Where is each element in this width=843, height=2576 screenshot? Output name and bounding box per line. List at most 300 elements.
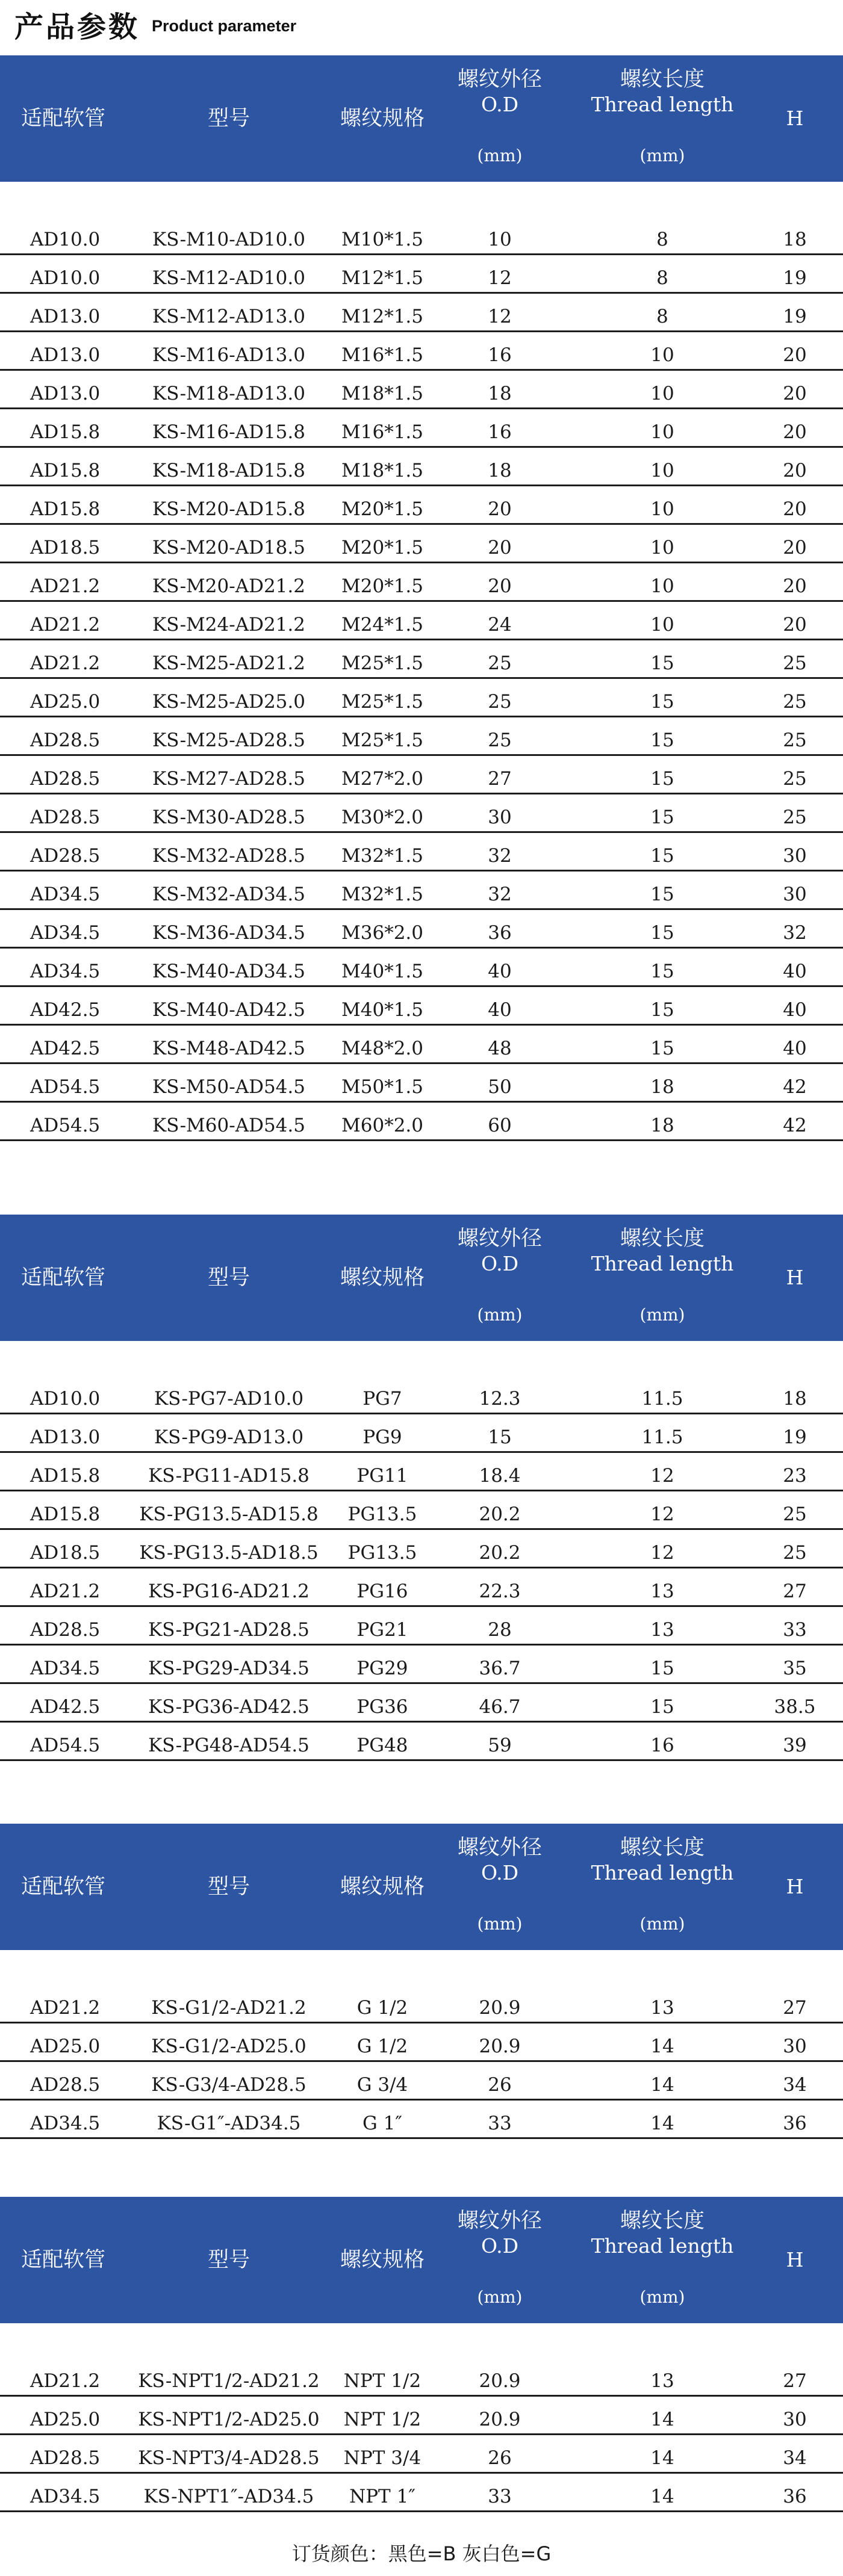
cell-model: KS-M60-AD54.5 <box>152 1115 305 1136</box>
cell-hose: AD25.0 <box>30 2409 101 2430</box>
cell-thread-length: 15 <box>650 922 674 944</box>
header-od-en: O.D <box>481 2234 519 2258</box>
cell-hose: AD28.5 <box>30 1619 101 1641</box>
cell-od: 26 <box>488 2447 512 2469</box>
cell-model: KS-M40-AD42.5 <box>152 999 305 1021</box>
order-color-note: 订货颜色：黑色=B 灰白色=G <box>291 2542 552 2565</box>
cell-model: KS-M30-AD28.5 <box>152 807 305 828</box>
cell-model: KS-PG16-AD21.2 <box>148 1581 310 1602</box>
cell-thread-spec: M40*1.5 <box>341 961 423 982</box>
table-row <box>0 1607 843 1646</box>
cell-h: 20 <box>783 575 807 597</box>
cell-thread-spec: M50*1.5 <box>341 1076 423 1098</box>
cell-h: 18 <box>783 229 807 250</box>
table-row <box>0 756 843 794</box>
cell-od: 24 <box>488 614 512 636</box>
cell-hose: AD54.5 <box>30 1115 101 1136</box>
cell-thread-spec: PG16 <box>356 1581 408 1602</box>
header-h: H <box>786 107 804 130</box>
cell-model: KS-M12-AD13.0 <box>152 306 305 327</box>
header-od-unit: (mm) <box>477 1305 523 1325</box>
cell-h: 25 <box>783 768 807 790</box>
table-body <box>0 217 843 1141</box>
table-row <box>0 2023 843 2062</box>
table-row <box>0 1026 843 1064</box>
cell-thread-spec: G 1/2 <box>356 2036 408 2057</box>
cell-hose: AD15.8 <box>30 1465 101 1487</box>
cell-thread-length: 12 <box>650 1465 674 1487</box>
cell-od: 20.2 <box>479 1503 521 1525</box>
header-h: H <box>786 2248 804 2271</box>
cell-thread-length: 14 <box>650 2409 674 2430</box>
cell-hose: AD34.5 <box>30 961 101 982</box>
cell-thread-length: 15 <box>650 845 674 867</box>
table-row <box>0 486 843 525</box>
cell-hose: AD10.0 <box>30 1388 101 1410</box>
cell-hose: AD18.5 <box>30 537 101 559</box>
cell-thread-length: 13 <box>650 1619 674 1641</box>
header-tl-unit: (mm) <box>639 146 685 166</box>
cell-thread-spec: M27*2.0 <box>341 768 423 790</box>
cell-thread-length: 10 <box>650 460 674 481</box>
cell-thread-spec: M25*1.5 <box>341 729 423 751</box>
cell-od: 30 <box>488 807 512 828</box>
header-od-unit: (mm) <box>477 146 523 166</box>
table-row <box>0 717 843 756</box>
cell-od: 15 <box>488 1426 512 1448</box>
cell-hose: AD42.5 <box>30 1696 101 1718</box>
cell-thread-spec: M20*1.5 <box>341 575 423 597</box>
cell-thread-spec: M48*2.0 <box>341 1038 423 1059</box>
cell-thread-length: 15 <box>650 961 674 982</box>
cell-hose: AD25.0 <box>30 691 101 713</box>
table-row <box>0 255 843 294</box>
header-h: H <box>786 1266 804 1289</box>
cell-hose: AD54.5 <box>30 1076 101 1098</box>
cell-thread-length: 13 <box>650 1997 674 2019</box>
cell-h: 32 <box>783 922 807 944</box>
cell-od: 20 <box>488 537 512 559</box>
header-od-unit: (mm) <box>477 1914 523 1934</box>
table-row <box>0 217 843 255</box>
header-tl-cn: 螺纹长度 <box>620 67 705 91</box>
cell-h: 39 <box>783 1735 807 1756</box>
cell-thread-length: 14 <box>650 2447 674 2469</box>
cell-model: KS-G1/2-AD21.2 <box>151 1997 306 2019</box>
cell-hose: AD10.0 <box>30 229 101 250</box>
cell-h: 25 <box>783 729 807 751</box>
cell-model: KS-PG36-AD42.5 <box>148 1696 310 1718</box>
cell-thread-length: 15 <box>650 1658 674 1679</box>
cell-od: 46.7 <box>479 1696 521 1718</box>
table-row <box>0 1376 843 1414</box>
cell-hose: AD18.5 <box>30 1542 101 1564</box>
cell-thread-length: 15 <box>650 691 674 713</box>
cell-thread-spec: M32*1.5 <box>341 845 423 867</box>
cell-thread-length: 15 <box>650 1696 674 1718</box>
cell-hose: AD15.8 <box>30 460 101 481</box>
header-tl-cn: 螺纹长度 <box>620 1227 705 1251</box>
cell-thread-spec: PG7 <box>362 1388 402 1410</box>
cell-thread-length: 11.5 <box>641 1426 683 1448</box>
table-header <box>0 1215 843 1341</box>
table-row <box>0 2474 843 2512</box>
cell-od: 59 <box>488 1735 512 1756</box>
cell-thread-length: 8 <box>656 306 668 327</box>
cell-h: 20 <box>783 498 807 520</box>
cell-od: 10 <box>488 229 512 250</box>
table-header <box>0 2197 843 2323</box>
cell-hose: AD34.5 <box>30 1658 101 1679</box>
cell-model: KS-M32-AD34.5 <box>152 884 305 905</box>
cell-od: 26 <box>488 2074 512 2096</box>
header-tl-unit: (mm) <box>639 1305 685 1325</box>
table-row <box>0 1568 843 1607</box>
cell-model: KS-M16-AD15.8 <box>152 421 305 443</box>
cell-hose: AD28.5 <box>30 729 101 751</box>
cell-thread-spec: M40*1.5 <box>341 999 423 1021</box>
cell-model: KS-M25-AD25.0 <box>152 691 305 713</box>
cell-model: KS-M32-AD28.5 <box>152 845 305 867</box>
header-model: 型号 <box>207 1266 250 1290</box>
cell-thread-length: 12 <box>650 1503 674 1525</box>
cell-thread-spec: M18*1.5 <box>341 383 423 404</box>
cell-model: KS-PG21-AD28.5 <box>148 1619 310 1641</box>
cell-h: 34 <box>783 2074 807 2096</box>
header-hose: 适配软管 <box>20 2248 105 2272</box>
cell-h: 25 <box>783 807 807 828</box>
cell-hose: AD42.5 <box>30 1038 101 1059</box>
cell-thread-length: 15 <box>650 768 674 790</box>
table-row <box>0 2062 843 2101</box>
cell-thread-length: 15 <box>650 807 674 828</box>
cell-thread-spec: M20*1.5 <box>341 537 423 559</box>
table-row <box>0 1530 843 1568</box>
cell-thread-length: 11.5 <box>641 1388 683 1410</box>
cell-model: KS-PG13.5-AD18.5 <box>139 1542 319 1564</box>
cell-model: KS-M24-AD21.2 <box>152 614 305 636</box>
cell-h: 23 <box>783 1465 807 1487</box>
cell-model: KS-NPT3/4-AD28.5 <box>138 2447 320 2469</box>
cell-h: 42 <box>783 1115 807 1136</box>
table-row <box>0 1414 843 1453</box>
table-row <box>0 2397 843 2435</box>
cell-model: KS-G1″-AD34.5 <box>157 2113 301 2134</box>
cell-hose: AD28.5 <box>30 768 101 790</box>
cell-od: 20.2 <box>479 1542 521 1564</box>
cell-h: 19 <box>783 267 807 289</box>
header-model: 型号 <box>207 107 250 131</box>
cell-thread-length: 10 <box>650 537 674 559</box>
cell-h: 20 <box>783 460 807 481</box>
cell-od: 36 <box>488 922 512 944</box>
header-tl-cn: 螺纹长度 <box>620 1836 705 1860</box>
cell-od: 36.7 <box>479 1658 521 1679</box>
cell-od: 60 <box>488 1115 512 1136</box>
table-row <box>0 679 843 717</box>
cell-od: 33 <box>488 2486 512 2507</box>
cell-hose: AD13.0 <box>30 383 101 404</box>
table-body <box>0 2358 843 2512</box>
header-od-cn: 螺纹外径 <box>457 1836 542 1860</box>
cell-thread-length: 14 <box>650 2036 674 2057</box>
header-model: 型号 <box>207 2248 250 2272</box>
cell-h: 18 <box>783 1388 807 1410</box>
cell-thread-spec: PG36 <box>356 1696 408 1718</box>
cell-od: 16 <box>488 421 512 443</box>
cell-h: 30 <box>783 845 807 867</box>
cell-thread-length: 14 <box>650 2113 674 2134</box>
cell-od: 18.4 <box>479 1465 521 1487</box>
cell-od: 12.3 <box>479 1388 521 1410</box>
header-thread-spec: 螺纹规格 <box>340 2248 425 2272</box>
cell-thread-spec: PG48 <box>356 1735 408 1756</box>
cell-thread-length: 14 <box>650 2486 674 2507</box>
table-row <box>0 640 843 679</box>
cell-hose: AD15.8 <box>30 498 101 520</box>
cell-hose: AD34.5 <box>30 922 101 944</box>
table-row <box>0 1646 843 1684</box>
cell-hose: AD21.2 <box>30 575 101 597</box>
header-tl-cn: 螺纹长度 <box>620 2209 705 2233</box>
cell-model: KS-PG11-AD15.8 <box>148 1465 310 1487</box>
table-row <box>0 2435 843 2474</box>
cell-hose: AD15.8 <box>30 1503 101 1525</box>
cell-hose: AD21.2 <box>30 2370 101 2392</box>
cell-od: 25 <box>488 729 512 751</box>
header-tl-unit: (mm) <box>639 1914 685 1934</box>
cell-model: KS-NPT1/2-AD25.0 <box>138 2409 320 2430</box>
cell-thread-length: 13 <box>650 2370 674 2392</box>
cell-thread-length: 15 <box>650 652 674 674</box>
cell-h: 20 <box>783 537 807 559</box>
cell-thread-spec: PG13.5 <box>347 1542 417 1564</box>
cell-model: KS-M18-AD15.8 <box>152 460 305 481</box>
table-header <box>0 55 843 182</box>
header-hose: 适配软管 <box>20 1875 105 1899</box>
header-hose: 适配软管 <box>20 1266 105 1290</box>
cell-h: 25 <box>783 691 807 713</box>
cell-od: 20.9 <box>479 2409 521 2430</box>
cell-model: KS-M50-AD54.5 <box>152 1076 305 1098</box>
header-od-en: O.D <box>481 1861 519 1884</box>
cell-model: KS-G3/4-AD28.5 <box>151 2074 306 2096</box>
cell-thread-spec: M10*1.5 <box>341 229 423 250</box>
cell-od: 20.9 <box>479 2036 521 2057</box>
cell-od: 33 <box>488 2113 512 2134</box>
cell-od: 20 <box>488 498 512 520</box>
cell-thread-spec: PG21 <box>356 1619 408 1641</box>
cell-hose: AD42.5 <box>30 999 101 1021</box>
cell-h: 20 <box>783 421 807 443</box>
cell-thread-length: 8 <box>656 267 668 289</box>
cell-thread-spec: M36*2.0 <box>341 922 423 944</box>
cell-hose: AD28.5 <box>30 845 101 867</box>
cell-hose: AD34.5 <box>30 884 101 905</box>
header-od-en: O.D <box>481 1252 519 1275</box>
cell-thread-spec: NPT 3/4 <box>343 2447 421 2469</box>
cell-h: 35 <box>783 1658 807 1679</box>
table-row <box>0 1103 843 1141</box>
header-tl-en: Thread length <box>591 1252 734 1275</box>
cell-od: 22.3 <box>479 1581 521 1602</box>
cell-thread-spec: NPT 1″ <box>349 2486 415 2507</box>
cell-model: KS-PG48-AD54.5 <box>148 1735 310 1756</box>
cell-thread-spec: G 1″ <box>362 2113 402 2134</box>
cell-thread-spec: NPT 1/2 <box>343 2409 421 2430</box>
cell-thread-length: 10 <box>650 383 674 404</box>
cell-hose: AD28.5 <box>30 807 101 828</box>
cell-thread-length: 10 <box>650 498 674 520</box>
cell-thread-spec: PG11 <box>356 1465 408 1487</box>
cell-od: 28 <box>488 1619 512 1641</box>
cell-thread-length: 16 <box>650 1735 674 1756</box>
spec-table-2 <box>0 1215 843 1761</box>
cell-thread-spec: M32*1.5 <box>341 884 423 905</box>
cell-h: 38.5 <box>774 1696 816 1718</box>
cell-hose: AD13.0 <box>30 1426 101 1448</box>
cell-od: 25 <box>488 691 512 713</box>
cell-hose: AD15.8 <box>30 421 101 443</box>
table-body <box>0 1376 843 1761</box>
cell-thread-length: 14 <box>650 2074 674 2096</box>
table-row <box>0 563 843 602</box>
cell-h: 20 <box>783 383 807 404</box>
cell-od: 20.9 <box>479 1997 521 2019</box>
table-row <box>0 2358 843 2397</box>
cell-model: KS-G1/2-AD25.0 <box>151 2036 306 2057</box>
cell-thread-spec: NPT 1/2 <box>343 2370 421 2392</box>
cell-hose: AD34.5 <box>30 2486 101 2507</box>
title-row <box>0 0 843 48</box>
cell-h: 27 <box>783 1581 807 1602</box>
cell-model: KS-M16-AD13.0 <box>152 344 305 366</box>
cell-thread-spec: M24*1.5 <box>341 614 423 636</box>
cell-thread-spec: M25*1.5 <box>341 691 423 713</box>
cell-od: 32 <box>488 884 512 905</box>
cell-model: KS-M36-AD34.5 <box>152 922 305 944</box>
table-row <box>0 1064 843 1103</box>
header-tl-en: Thread length <box>591 2234 734 2258</box>
table-row <box>0 949 843 987</box>
cell-od: 32 <box>488 845 512 867</box>
cell-od: 20.9 <box>479 2370 521 2392</box>
cell-h: 30 <box>783 884 807 905</box>
cell-model: KS-M40-AD34.5 <box>152 961 305 982</box>
cell-h: 42 <box>783 1076 807 1098</box>
cell-model: KS-PG13.5-AD15.8 <box>139 1503 319 1525</box>
cell-thread-length: 15 <box>650 729 674 751</box>
cell-model: KS-NPT1/2-AD21.2 <box>138 2370 320 2392</box>
cell-h: 30 <box>783 2409 807 2430</box>
cell-hose: AD13.0 <box>30 306 101 327</box>
cell-model: KS-M25-AD21.2 <box>152 652 305 674</box>
table-row <box>0 332 843 371</box>
header-od-cn: 螺纹外径 <box>457 67 542 91</box>
cell-od: 18 <box>488 383 512 404</box>
cell-h: 19 <box>783 1426 807 1448</box>
cell-h: 27 <box>783 1997 807 2019</box>
cell-model: KS-M10-AD10.0 <box>152 229 305 250</box>
cell-model: KS-M27-AD28.5 <box>152 768 305 790</box>
cell-model: KS-M20-AD18.5 <box>152 537 305 559</box>
cell-hose: AD25.0 <box>30 2036 101 2057</box>
header-tl-unit: (mm) <box>639 2287 685 2307</box>
table-row <box>0 833 843 872</box>
cell-model: KS-M25-AD28.5 <box>152 729 305 751</box>
table-row <box>0 2101 843 2139</box>
cell-thread-spec: PG9 <box>362 1426 402 1448</box>
cell-thread-spec: M30*2.0 <box>341 807 423 828</box>
table-row <box>0 1453 843 1491</box>
cell-model: KS-M20-AD21.2 <box>152 575 305 597</box>
cell-hose: AD28.5 <box>30 2447 101 2469</box>
cell-od: 48 <box>488 1038 512 1059</box>
table-row <box>0 1684 843 1723</box>
cell-thread-spec: M25*1.5 <box>341 652 423 674</box>
cell-od: 40 <box>488 961 512 982</box>
cell-thread-spec: M16*1.5 <box>341 344 423 366</box>
spec-table-3 <box>0 1824 843 2139</box>
page-subtitle: Product parameter <box>152 16 297 35</box>
header-h: H <box>786 1875 804 1898</box>
header-thread-spec: 螺纹规格 <box>340 1266 425 1290</box>
cell-h: 30 <box>783 2036 807 2057</box>
cell-thread-length: 10 <box>650 575 674 597</box>
cell-od: 18 <box>488 460 512 481</box>
cell-thread-length: 12 <box>650 1542 674 1564</box>
table-row <box>0 371 843 409</box>
table-row <box>0 602 843 640</box>
cell-od: 50 <box>488 1076 512 1098</box>
header-hose: 适配软管 <box>20 107 105 131</box>
cell-hose: AD21.2 <box>30 1997 101 2019</box>
cell-thread-spec: M60*2.0 <box>341 1115 423 1136</box>
cell-thread-length: 10 <box>650 344 674 366</box>
cell-hose: AD28.5 <box>30 2074 101 2096</box>
cell-thread-spec: PG29 <box>356 1658 408 1679</box>
cell-h: 20 <box>783 344 807 366</box>
cell-h: 25 <box>783 1542 807 1564</box>
spec-table-1 <box>0 55 843 1141</box>
cell-h: 34 <box>783 2447 807 2469</box>
cell-thread-spec: M16*1.5 <box>341 421 423 443</box>
cell-thread-length: 8 <box>656 229 668 250</box>
cell-model: KS-PG9-AD13.0 <box>154 1426 304 1448</box>
cell-thread-length: 13 <box>650 1581 674 1602</box>
cell-thread-length: 18 <box>650 1115 674 1136</box>
cell-h: 27 <box>783 2370 807 2392</box>
table-row <box>0 794 843 833</box>
cell-model: KS-PG29-AD34.5 <box>148 1658 310 1679</box>
table-row <box>0 525 843 563</box>
cell-thread-length: 15 <box>650 1038 674 1059</box>
cell-h: 25 <box>783 1503 807 1525</box>
cell-model: KS-M12-AD10.0 <box>152 267 305 289</box>
table-header <box>0 1824 843 1950</box>
cell-h: 33 <box>783 1619 807 1641</box>
cell-model: KS-M20-AD15.8 <box>152 498 305 520</box>
cell-thread-spec: M12*1.5 <box>341 267 423 289</box>
header-thread-spec: 螺纹规格 <box>340 1875 425 1899</box>
cell-model: KS-NPT1″-AD34.5 <box>143 2486 314 2507</box>
table-row <box>0 448 843 486</box>
cell-hose: AD34.5 <box>30 2113 101 2134</box>
cell-h: 40 <box>783 1038 807 1059</box>
cell-h: 40 <box>783 999 807 1021</box>
table-row <box>0 294 843 332</box>
table-row <box>0 1491 843 1530</box>
